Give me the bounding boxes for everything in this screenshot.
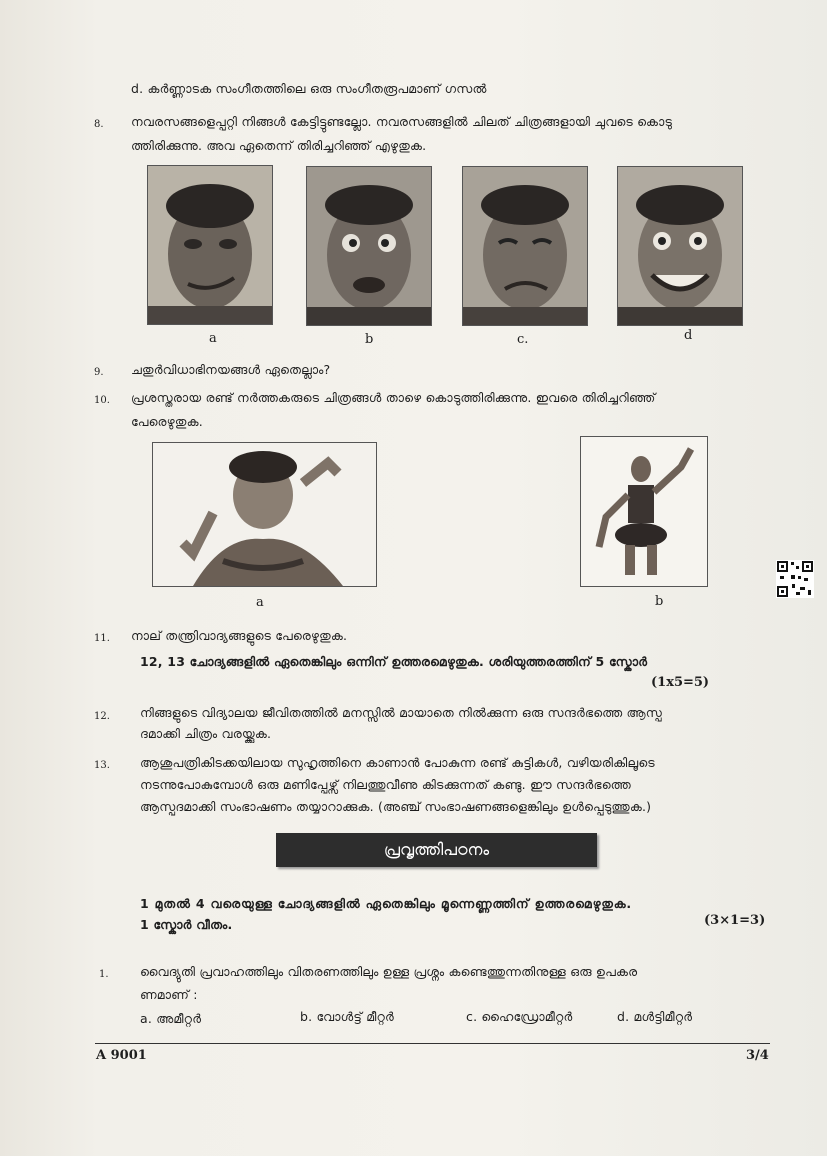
navarasa-photo-b — [306, 166, 432, 326]
question-8-line-2: ത്തിരിക്കുന്നു. അവ ഏതെന്ന് തിരിച്ചറിഞ്ഞ് എഴുതുക. — [131, 138, 427, 153]
question-13-line-1: ആശുപത്രികിടക്കയിലായ സുഹൃത്തിനെ കാണാൻ പോകുന്ന രണ്ട് കുട്ടികൾ, വഴിയരികിലൂടെ — [140, 755, 655, 770]
footer-rule — [95, 1043, 770, 1044]
question-8-number: 8. — [94, 119, 104, 130]
question-9-text: ചതുർവിധാഭിനയങ്ങൾ ഏതെല്ലാം? — [131, 362, 331, 377]
caption-d: d — [684, 328, 693, 343]
question-10-number: 10. — [94, 395, 110, 406]
instruction-12-13: 12, 13 ചോദ്യങ്ങളിൽ ഏതെങ്കിലും ഒന്നിന് ഉത്തരമെഴുതുക. ശരിയുത്തരത്തിന് 5 സ്കോർ — [140, 654, 648, 669]
section-title-banner: പ്രവൃത്തിപഠനം — [276, 833, 597, 867]
dancer-image-a — [153, 443, 376, 586]
dancer-caption-b: b — [655, 594, 664, 609]
caption-a: a — [209, 331, 217, 346]
navarasa-photo-c — [462, 166, 588, 326]
question-13-line-2: നടന്നുപോകുമ്പോൾ ഒരു മണിപ്പേഴ്സ് നിലത്തുവീണു കിടക്കുന്നത് കണ്ടു. ഈ സന്ദർഭത്തെ — [140, 777, 631, 792]
footer-page-number: 3/4 — [746, 1048, 769, 1063]
question-9-number: 9. — [94, 367, 104, 378]
previous-option-d: d. കർണ്ണാടക സംഗീതത്തിലെ ഒരു സംഗീതരൂപമാണ് ഗസൽ — [131, 81, 487, 96]
navarasa-photo-a — [147, 165, 273, 325]
instruction-1-4-score: (3×1=3) — [704, 913, 766, 928]
qr-code-icon — [776, 560, 814, 598]
question-10-line-1: പ്രശസ്തരായ രണ്ട് നർത്തകരുടെ ചിത്രങ്ങൾ താഴെ കൊടുത്തിരിക്കുന്നു. ഇവരെ തിരിച്ചറിഞ്ഞ് — [131, 390, 656, 405]
question-11-number: 11. — [94, 633, 110, 644]
question-12-line-2: ദമാക്കി ചിത്രം വരയ്ക്കുക. — [140, 726, 272, 741]
option-a: a. അമീറ്റർ — [140, 1011, 202, 1026]
instruction-1-4-line-1: 1 മുതൽ 4 വരെയുള്ള ചോദ്യങ്ങളിൽ ഏതെങ്കിലും മൂന്നെണ്ണത്തിന് ഉത്തരമെഴുതുക. — [140, 896, 632, 911]
dancer-image-b — [581, 437, 707, 586]
question-12-line-1: നിങ്ങളുടെ വിദ്യാലയ ജീവിതത്തിൽ മനസ്സിൽ മായാതെ നിൽക്കുന്ന ഒരു സന്ദർഭത്തെ ആസ്പ — [140, 705, 663, 720]
face-image-a — [148, 166, 272, 324]
question-8-line-1: നവരസങ്ങളെപ്പറ്റി നിങ്ങൾ കേട്ടിട്ടുണ്ടല്ലോ. നവരസങ്ങളിൽ ചിലത് ചിത്രങ്ങളായി ചുവടെ കൊടു — [131, 114, 673, 129]
instruction-1-4-line-2: 1 സ്കോർ വീതം. — [140, 917, 233, 932]
footer-code: A 9001 — [96, 1048, 147, 1063]
option-d: d. മൾട്ടിമീറ്റർ — [617, 1009, 693, 1024]
question-11-text: നാല് തന്ത്രിവാദ്യങ്ങളുടെ പേരെഴുതുക. — [131, 628, 348, 643]
caption-c: c. — [517, 332, 529, 347]
dancer-caption-a: a — [256, 595, 264, 610]
question-12-number: 12. — [94, 711, 110, 722]
navarasa-photo-d — [617, 166, 743, 326]
face-image-c — [463, 167, 587, 325]
dancer-photo-b — [580, 436, 708, 587]
question-10-line-2: പേരെഴുതുക. — [131, 414, 203, 429]
caption-b: b — [365, 332, 374, 347]
option-c: c. ഹൈഡ്രോമീറ്റർ — [466, 1009, 573, 1024]
practical-question-1-number: 1. — [99, 969, 109, 980]
dancer-photo-a — [152, 442, 377, 587]
practical-question-1-line-2: ണമാണ് : — [140, 987, 198, 1002]
practical-question-1-line-1: വൈദ്യുതി പ്രവാഹത്തിലും വിതരണത്തിലും ഉള്ള പ്രശ്നം കണ്ടെത്തുന്നതിനുള്ള ഒരു ഉപകര — [140, 964, 638, 979]
question-13-number: 13. — [94, 760, 110, 771]
face-image-d — [618, 167, 742, 325]
option-b: b. വോൾട്ട് മീറ്റർ — [300, 1009, 394, 1024]
face-image-b — [307, 167, 431, 325]
instruction-12-13-score: (1x5=5) — [651, 675, 710, 690]
question-13-line-3: ആസ്പദമാക്കി സംഭാഷണം തയ്യാറാക്കുക. (അഞ്ച് സംഭാഷണങ്ങളെങ്കിലും ഉൾപ്പെടുത്തുക.) — [140, 799, 652, 814]
